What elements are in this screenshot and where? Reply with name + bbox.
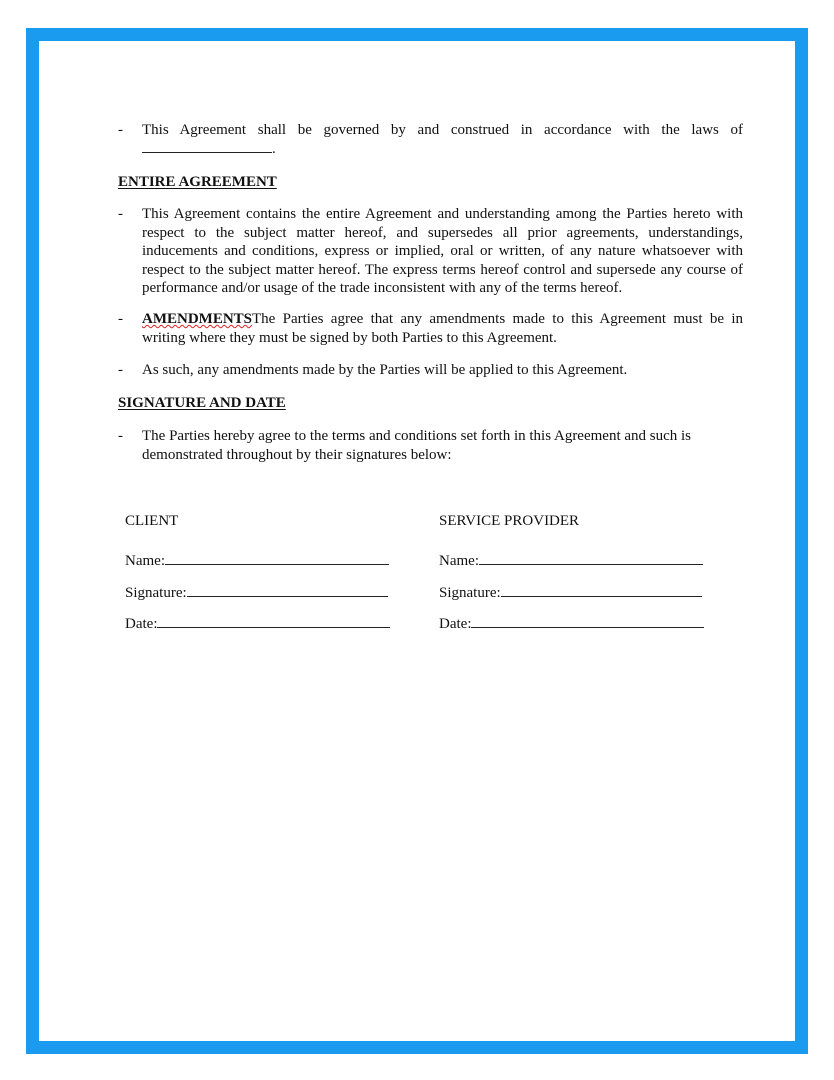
jurisdiction-blank-line[interactable]	[142, 140, 272, 153]
provider-name-row	[439, 550, 703, 571]
client-title: CLIENT	[125, 513, 179, 529]
signature-text: The Parties hereby agree to the terms and conditions set forth in this Agreement and such is demonstrated throughout by their signatures below:	[142, 428, 692, 463]
entire-agreement-heading: ENTIRE AGREEMENT	[118, 174, 277, 190]
client-date-row	[125, 613, 390, 634]
bullet-dash: -	[118, 311, 123, 327]
amendments-body: The Parties agree that any amendments made to this Agreement must be in writing where they must be signed by both Parties to this Agreement.	[142, 311, 743, 346]
client-name-row	[125, 550, 389, 571]
provider-signature-label: Signature:	[439, 585, 501, 601]
client-signature-line[interactable]	[187, 582, 388, 597]
amendments-applied-text: As such, any amendments made by the Parties will be applied to this Agreement.	[142, 362, 628, 378]
provider-date-row	[439, 613, 704, 634]
client-signature-label: Signature:	[125, 585, 187, 601]
entire-agreement-text: This Agreement contains the entire Agreement and understanding among the Parties hereto with respect to the subject matter hereof, and supersedes all prior agreements, understandings, inducements and conditions, express or implied, oral or written, of any nature whatsoever with respect to the subject matter hereof. The express terms hereof control and supersede any course of performance and/or usage of the trade inconsistent with any of the terms hereof.	[142, 206, 743, 296]
governing-law-blank	[142, 140, 743, 159]
client-date-label: Date:	[125, 616, 158, 632]
governing-law-period: .	[272, 141, 276, 157]
bullet-dash: -	[118, 122, 123, 138]
provider-date-label: Date:	[439, 616, 472, 632]
client-signature-row	[125, 582, 388, 603]
document-frame	[26, 28, 808, 1054]
governing-law-text: This Agreement shall be governed by and construed in accordance with the laws of	[142, 122, 743, 138]
provider-name-line[interactable]	[479, 550, 703, 565]
provider-date-line[interactable]	[471, 613, 704, 628]
provider-title: SERVICE PROVIDER	[439, 513, 580, 529]
bullet-dash: -	[118, 428, 123, 444]
provider-name-label: Name:	[439, 553, 479, 569]
signature-heading: SIGNATURE AND DATE	[118, 395, 286, 411]
amendments-label: AMENDMENTS	[142, 311, 253, 327]
provider-signature-line[interactable]	[501, 582, 702, 597]
amendments-text	[142, 310, 743, 347]
client-date-line[interactable]	[157, 613, 390, 628]
bullet-dash: -	[118, 362, 123, 378]
provider-signature-row	[439, 582, 702, 603]
client-name-label: Name:	[125, 553, 165, 569]
client-name-line[interactable]	[165, 550, 389, 565]
bullet-dash: -	[118, 206, 123, 222]
